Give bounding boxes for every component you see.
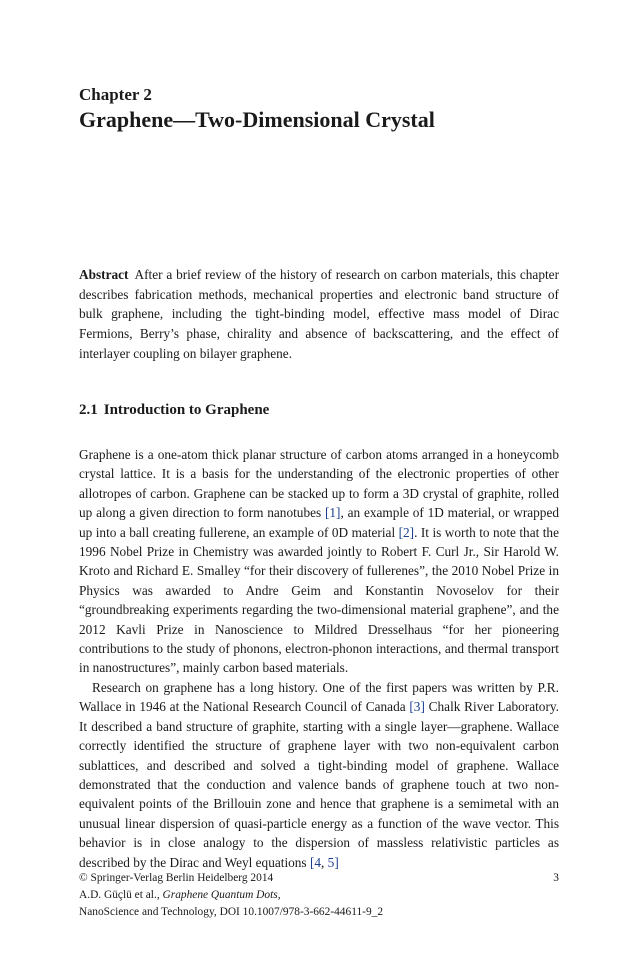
chapter-label: Chapter 2	[79, 85, 152, 104]
citation-link[interactable]: 5]	[327, 854, 339, 870]
abstract-text: After a brief review of the history of research on carbon materials, this chapter describes fabrication methods, mechanical properties and electronic band structure of bulk graphene, including the tight-binding model, effective mass model of Dirac Fermions, Berry’s phase, chirality and absence of backscattering, and the effect of interlayer coupling on bilayer graphene.	[79, 267, 559, 361]
body-text	[79, 445, 559, 872]
paragraph-1	[79, 445, 559, 678]
chapter-title: Graphene—Two-Dimensional Crystal	[79, 107, 435, 132]
section-title: Introduction to Graphene	[103, 402, 270, 418]
series-doi: NanoScience and Technology, DOI 10.1007/978-3-662-44611-9_2	[79, 906, 384, 918]
paragraph-text: . It is worth to note that the 1996 Nobel Prize in Chemistry was awarded jointly to Robert F. Curl Jr., Sir Harold W. Kroto and Richard E. Smalley “for their discovery of fullerenes”, the 2010 Nobel Prize in Physics was awarded to Andre Geim and Konstantin Novoselov for their “groundbreaking experiments regarding the two-dimensional material graphene”, and the 2012 Kavli Prize in Nanoscience to Mildred Dresselhaus “for her pioneering contributions to the study of phonons, electron-phonon interactions, and thermal transport in nanostructures”, mainly carbon based materials.	[79, 524, 559, 676]
copyright-line: © Springer-Verlag Berlin Heidelberg 2014	[79, 872, 274, 884]
citation-link[interactable]: [4	[309, 854, 322, 870]
citation-line	[79, 887, 559, 904]
paragraph-text: Chalk River Laboratory. It described a band structure of graphite, starting with a single layer—graphene. Wallace correctly identified the structure of graphene layer with two non-equivalent carbon sublattices, and described and solved a tight-binding model of graphene. Wallace demonstrated that the conduction and valence bands of graphene touch at two non-equivalent points of the Brillouin zone and hence that graphene is a semimetal with an unusual linear dispersion of quasi-particle energy as a function of the wave vector. This behavior is in close analogy to the dispersion of massless relativistic particles as described by the Dirac and Weyl equations	[79, 699, 559, 870]
page-number: 3	[553, 872, 559, 884]
paragraph-text: Research on graphene has a long history. One of the first papers was written by P.R. Wallace in 1946 at the National Research Council of Canada	[79, 679, 559, 715]
page-footer	[79, 870, 559, 921]
section-heading	[79, 400, 269, 420]
book-title-suffix: ,	[277, 889, 281, 901]
citation-link[interactable]: [3]	[409, 699, 425, 715]
citation-link[interactable]: [1]	[324, 505, 341, 521]
citation-link[interactable]: [2]	[398, 524, 415, 540]
book-title: Graphene Quantum Dots	[162, 889, 278, 901]
authors: A.D. Güçlü et al.,	[79, 889, 160, 901]
citation-separator: ,	[321, 854, 328, 870]
paragraph-text: Graphene is a one-atom thick planar structure of carbon atoms arranged in a honeycomb crystal lattice. It is a basis for the understanding of the electronic properties of other allotropes of carbon. Graphene can be stacked up to form a 3D crystal of graphite, rolled up along a given direction to form nanotubes	[79, 447, 559, 521]
abstract	[79, 265, 559, 364]
abstract-label: Abstract	[79, 267, 129, 282]
section-number: 2.1	[79, 402, 98, 418]
paragraph-text: , an example of 1D material, or wrapped up into a ball creating fullerene, an example of 0D material	[79, 505, 559, 540]
paragraph-2	[79, 678, 559, 872]
